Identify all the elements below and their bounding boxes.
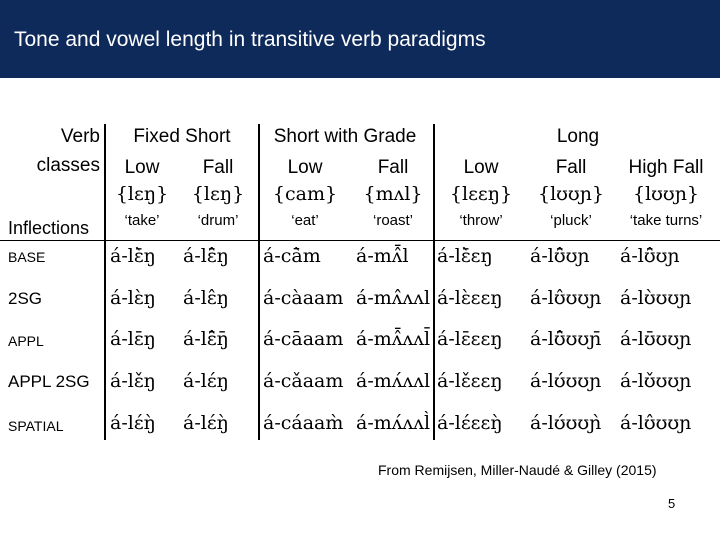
table-cell: á-càaam — [263, 287, 344, 309]
column-gloss: ‘drum’ — [197, 212, 239, 229]
row-label-appl: APPL — [8, 333, 44, 349]
slide-title: Tone and vowel length in transitive verb paradigms — [14, 28, 486, 51]
column-tone: Low — [463, 157, 499, 178]
table-cell: á-lɛ́ŋ — [183, 370, 229, 392]
column-tone: Low — [124, 157, 160, 178]
table-cell: á-lʊ̂ʊʊɲ — [620, 412, 692, 434]
table-cell: á-lɛ́ŋ̀ — [110, 412, 156, 434]
column-gloss: ‘take turns’ — [629, 212, 703, 229]
column-form: {mʌl} — [363, 183, 423, 205]
table-cell: á-lɛ́ŋ̀ — [183, 412, 229, 434]
table-cell: á-cáaam̀ — [263, 412, 344, 434]
column-form: {lʊʊɲ} — [537, 183, 605, 205]
column-form: {cam} — [272, 183, 338, 205]
column-divider — [433, 124, 435, 440]
column-tone: Fall — [377, 157, 409, 178]
table-cell: á-lɛ̌ŋ — [110, 370, 156, 392]
column-tone: Fall — [202, 157, 234, 178]
column-gloss: ‘throw’ — [459, 212, 503, 229]
table-cell: á-lʊ̀ʊʊɲ — [620, 287, 692, 309]
table-cell: á-lɛ̄ɛɛŋ — [437, 328, 503, 350]
column-form: {lɛŋ} — [115, 183, 169, 205]
column-form: {lɛŋ} — [191, 183, 245, 205]
group-long: Long — [556, 126, 600, 147]
table-cell: á-lɛ̀ɛɛŋ — [437, 287, 503, 309]
table-cell: á-lɛ̂̄ŋ̄ — [183, 328, 229, 350]
page-number: 5 — [668, 496, 676, 511]
table-cell: á-lɛ̄̀ɛŋ — [437, 245, 493, 267]
column-tone: High Fall — [628, 157, 704, 178]
row-label-spatial: SPATIAL — [8, 418, 64, 434]
table-cell: á-lʊ̂̄ʊɲ — [530, 245, 590, 267]
column-form: {lʊʊɲ} — [632, 183, 700, 205]
column-gloss: ‘eat’ — [291, 212, 319, 229]
title-bar — [0, 0, 720, 78]
table-cell: á-lʊ̌ʊʊɲ — [620, 370, 692, 392]
citation: From Remijsen, Miller-Naudé & Gilley (2015) — [378, 462, 657, 478]
table-cell: á-lɛ̂̄ŋ — [183, 245, 229, 267]
table-cell: á-cǎaam — [263, 370, 344, 392]
group-short-with-grade: Short with Grade — [273, 126, 417, 147]
column-gloss: ‘take’ — [124, 212, 160, 229]
column-gloss: ‘roast’ — [372, 212, 414, 229]
table-cell: á-cā̀m — [263, 245, 321, 267]
table-cell: á-lʊ́ʊʊɲ̀ — [530, 412, 602, 434]
column-gloss: ‘pluck’ — [550, 212, 592, 229]
table-cell: á-lɛ̄ŋ — [110, 328, 156, 350]
table-cell: á-lʊ̂̄ʊʊɲ̄ — [530, 328, 602, 350]
group-fixed-short: Fixed Short — [133, 126, 231, 147]
row-label-2sg: 2SG — [8, 289, 43, 308]
column-form: {lɛɛŋ} — [449, 183, 513, 205]
column-divider — [258, 124, 260, 440]
table-cell: á-mʌ́ʌʌl̀ — [356, 412, 431, 434]
table-cell: á-lɛ̌ɛɛŋ — [437, 370, 503, 392]
classes-label: classes — [36, 155, 100, 176]
table-cell: á-lɛ́ɛɛŋ̀ — [437, 412, 503, 434]
table-cell: á-mʌ̂̄l — [356, 245, 409, 267]
table-cell: á-lɛ̂ŋ — [183, 287, 229, 309]
inflections-label: Inflections — [8, 218, 90, 238]
row-label-base: BASE — [8, 249, 46, 265]
table-cell: á-mʌ́ʌʌl — [356, 370, 431, 392]
row-label-appl-2sg: APPL 2SG — [8, 372, 90, 391]
column-divider — [104, 124, 106, 440]
table-cell: á-lɛ̄̀ŋ — [110, 245, 156, 267]
table-cell: á-lɛ̀ŋ — [110, 287, 156, 309]
table-cell: á-mʌ̂̄ʌʌl̄ — [356, 328, 431, 350]
table-cell: á-lʊ̂ʊʊɲ — [530, 287, 602, 309]
table-cell: á-lʊ̄ʊʊɲ — [620, 328, 692, 350]
table-cell: á-lʊ́ʊʊɲ — [530, 370, 602, 392]
column-tone: Fall — [555, 157, 587, 178]
table-cell: á-mʌ̂ʌʌl — [356, 287, 431, 309]
column-tone: Low — [287, 157, 323, 178]
table-cell: á-lʊ̂̄ʊɲ — [620, 245, 680, 267]
table-cell: á-cāaam — [263, 328, 344, 350]
verb-label: Verb — [60, 126, 100, 147]
header-divider — [0, 240, 720, 241]
